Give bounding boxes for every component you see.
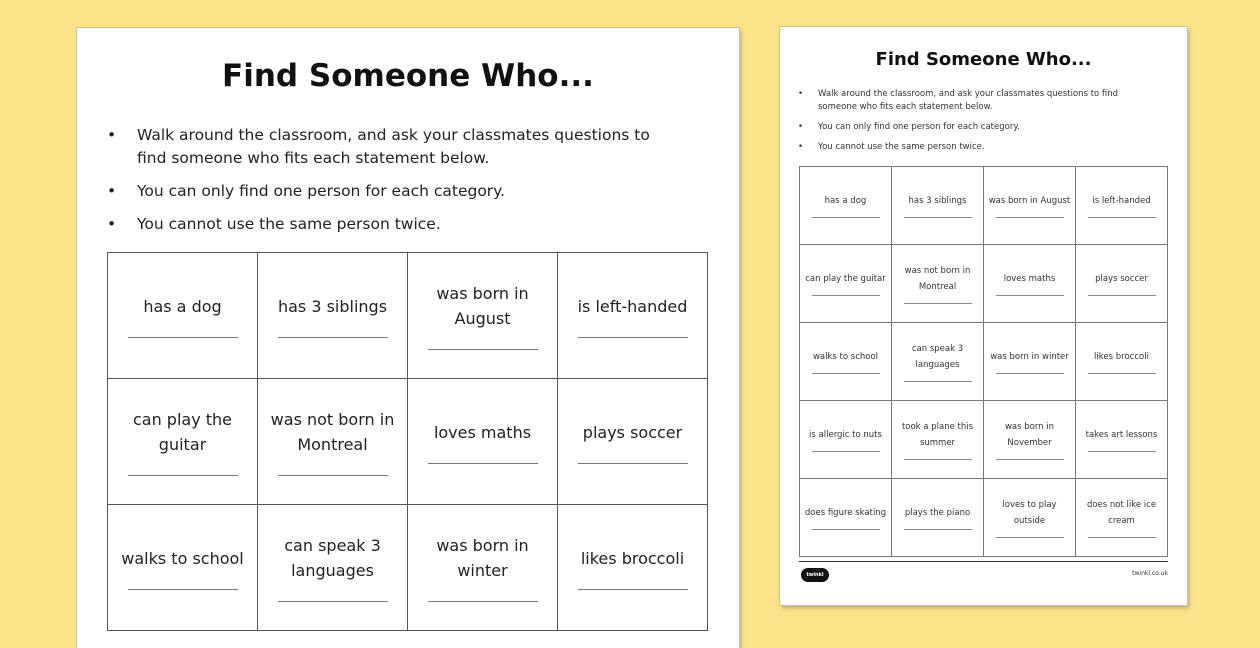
name-answer-line[interactable] (812, 451, 880, 452)
instructions-list (798, 88, 1148, 161)
name-answer-line[interactable] (812, 529, 880, 530)
name-answer-line[interactable] (428, 601, 538, 602)
statement-text: took a plane this summer (901, 422, 974, 448)
instruction-text: You cannot use the same person twice. (818, 142, 985, 152)
instruction-text: You can only find one person for each category. (818, 122, 1020, 132)
statement-text: loves maths (433, 422, 532, 442)
name-answer-line[interactable] (812, 373, 880, 374)
statement-cell (108, 379, 258, 505)
statement-cell (1076, 401, 1168, 479)
statement-text: was born in November (1004, 422, 1055, 448)
statement-cell (892, 167, 984, 245)
statement-text: has a dog (143, 296, 222, 316)
statement-cell (558, 379, 708, 505)
statement-cell (800, 167, 892, 245)
statement-cell (408, 379, 558, 505)
statement-text: was born in winter (990, 352, 1069, 362)
instruction-item (107, 124, 667, 170)
statement-text: was born in August (988, 196, 1071, 206)
statement-text: does not like ice cream (1086, 500, 1157, 526)
name-answer-line[interactable] (1088, 537, 1156, 538)
instruction-text: Walk around the classroom, and ask your classmates questions to find someone who fits each statement below. (137, 126, 650, 167)
name-answer-line[interactable] (996, 537, 1064, 538)
statement-text: has 3 siblings (908, 196, 967, 206)
bullet-icon: • (107, 182, 117, 200)
statement-text: has a dog (824, 196, 867, 206)
statement-text: plays the piano (904, 508, 971, 518)
name-answer-line[interactable] (904, 303, 972, 304)
name-answer-line[interactable] (904, 459, 972, 460)
statement-text: walks to school (812, 352, 879, 362)
statement-cell (892, 323, 984, 401)
statement-cell (1076, 167, 1168, 245)
bullet-icon: • (107, 215, 117, 233)
statement-cell (408, 253, 558, 379)
instruction-text: Walk around the classroom, and ask your classmates questions to find someone who fits each statement below. (818, 89, 1119, 112)
statement-cell (800, 323, 892, 401)
bullet-icon: • (107, 126, 117, 144)
statement-cell (984, 479, 1076, 557)
name-answer-line[interactable] (278, 601, 388, 602)
statement-cell (984, 167, 1076, 245)
statement-cell (408, 505, 558, 631)
statement-cell (258, 505, 408, 631)
name-answer-line[interactable] (428, 463, 538, 464)
worksheet-large (77, 28, 739, 648)
statement-text: does figure skating (804, 508, 887, 518)
statement-text: walks to school (121, 548, 244, 568)
statement-text: is allergic to nuts (809, 430, 882, 440)
worksheet-title: Find Someone Who... (222, 58, 594, 94)
name-answer-line[interactable] (578, 463, 688, 464)
bullet-icon: • (798, 142, 804, 152)
name-answer-line[interactable] (128, 589, 238, 590)
instruction-item (798, 141, 1148, 154)
name-answer-line[interactable] (578, 589, 688, 590)
statement-cell (1076, 479, 1168, 557)
name-answer-line[interactable] (904, 381, 972, 382)
footer-divider (799, 561, 1168, 562)
twinkl-logo: twinkl (801, 568, 829, 582)
statement-cell (558, 253, 708, 379)
name-answer-line[interactable] (1088, 295, 1156, 296)
statement-text: likes broccoli (1094, 352, 1149, 362)
name-answer-line[interactable] (128, 337, 238, 338)
statement-text: plays soccer (582, 422, 683, 442)
instruction-item (107, 180, 667, 203)
statement-cell (1076, 323, 1168, 401)
instruction-item (798, 88, 1148, 114)
name-answer-line[interactable] (128, 475, 238, 476)
instruction-text: You can only find one person for each category. (137, 182, 506, 200)
statement-text: loves to play outside (1002, 500, 1057, 526)
statement-text: was not born in Montreal (270, 410, 395, 454)
statement-text: can speak 3 languages (911, 344, 964, 370)
statement-cell (892, 479, 984, 557)
name-answer-line[interactable] (812, 217, 880, 218)
name-answer-line[interactable] (996, 217, 1064, 218)
instruction-item (798, 121, 1148, 134)
name-answer-line[interactable] (1088, 217, 1156, 218)
footer-url: twinkl.co.uk (1132, 570, 1168, 577)
name-answer-line[interactable] (1088, 373, 1156, 374)
statement-cell (108, 253, 258, 379)
name-answer-line[interactable] (428, 349, 538, 350)
name-answer-line[interactable] (904, 217, 972, 218)
statement-grid (107, 252, 708, 631)
statement-cell (108, 505, 258, 631)
name-answer-line[interactable] (996, 459, 1064, 460)
statement-cell (558, 505, 708, 631)
statement-text: is left-handed (577, 296, 688, 316)
statement-cell (800, 401, 892, 479)
statement-text: can speak 3 languages (284, 536, 381, 580)
worksheet-small (780, 27, 1187, 605)
statement-text: is left-handed (1092, 196, 1151, 206)
statement-cell (800, 245, 892, 323)
name-answer-line[interactable] (996, 295, 1064, 296)
instruction-text: You cannot use the same person twice. (137, 215, 441, 233)
name-answer-line[interactable] (278, 475, 388, 476)
statement-cell (1076, 245, 1168, 323)
statement-text: likes broccoli (580, 548, 685, 568)
statement-cell (892, 401, 984, 479)
statement-text: can play the guitar (132, 410, 233, 454)
bullet-icon: • (798, 122, 804, 132)
bullet-icon: • (798, 89, 804, 99)
statement-text: was born in winter (436, 536, 529, 580)
name-answer-line[interactable] (1088, 451, 1156, 452)
statement-cell (984, 401, 1076, 479)
statement-text: takes art lessons (1085, 430, 1158, 440)
name-answer-line[interactable] (278, 337, 388, 338)
name-answer-line[interactable] (996, 373, 1064, 374)
instructions-list (107, 124, 667, 246)
statement-cell (892, 245, 984, 323)
name-answer-line[interactable] (904, 529, 972, 530)
statement-cell (984, 323, 1076, 401)
statement-text: plays soccer (1095, 274, 1148, 284)
statement-cell (258, 379, 408, 505)
statement-grid (799, 166, 1168, 557)
statement-cell (984, 245, 1076, 323)
name-answer-line[interactable] (812, 295, 880, 296)
name-answer-line[interactable] (578, 337, 688, 338)
instruction-item (107, 213, 667, 236)
statement-text: can play the guitar (805, 274, 886, 284)
statement-cell (258, 253, 408, 379)
statement-cell (800, 479, 892, 557)
statement-text: loves maths (1003, 274, 1056, 284)
statement-text: has 3 siblings (277, 296, 388, 316)
statement-text: was not born in Montreal (904, 266, 971, 292)
worksheet-title: Find Someone Who... (875, 49, 1092, 70)
statement-text: was born in August (436, 284, 529, 328)
